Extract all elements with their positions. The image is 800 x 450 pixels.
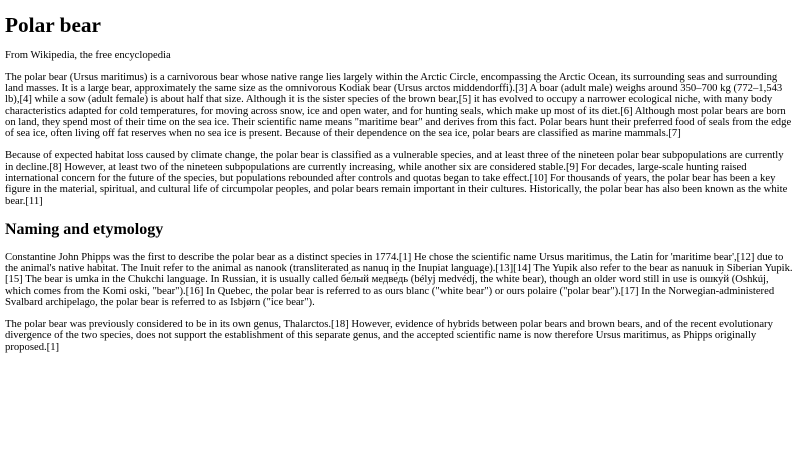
section-heading-naming-and-etymology: Naming and etymology — [5, 220, 164, 238]
site-tagline: From Wikipedia, the free encyclopedia — [5, 50, 171, 61]
intro-paragraph-1: The polar bear (Ursus maritimus) is a carnivorous bear whose native range lies largely within the Arctic Circle, encompassing the Arctic Ocean, its surrounding seas and surrounding land masses. It is a large bear, approximately the same size as the omnivorous Kodiak bear (Ursus arctos middendorffi).[3] A boar (adult male) weighs around 350–700 kg (772–1,543 lb),[4] while a sow (adult female) is about half that size. Although it is the sister species of the brown bear,[5] it has evolved to occupy a narrower ecological niche, with many body characteristics adapted for cold temperatures, for moving across snow, ice and open water, and for hunting seals, which make up most of its diet.[6] Although most polar bears are born on land, they spend most of their time on the sea ice. Their scientific name means "maritime bear" and derives from this fact. Polar bears hunt their preferred food of seals from the edge of sea ice, often living off fat reserves when no sea ice is present. Because of their dependence on the sea ice, polar bears are classified as marine mammals.[7] — [5, 71, 792, 140]
intro-paragraph-2: Because of expected habitat loss caused by climate change, the polar bear is classified as a vulnerable species, and at least three of the nineteen polar bear subpopulations are currently in decline.[8] However, at least two of the nineteen subpopulations are currently increasing, while another six are considered stable.[9] For decades, large-scale hunting raised international concern for the future of the species, but populations rebounded after controls and quotas began to take effect.[10] For thousands of years, the polar bear has been a key figure in the material, spiritual, and cultural life of circumpolar peoples, and polar bears remain important in their cultures. Historically, the polar bear has also been known as the white bear.[11] — [5, 150, 788, 207]
page-title: Polar bear — [5, 13, 102, 37]
naming-paragraph-1: Constantine John Phipps was the first to describe the polar bear as a distinct species in 1774.[1] He chose the scientific name Ursus maritimus, the Latin for 'maritime bear',[12] due to the animal's native habitat. The Inuit refer to the animal as nanook (transliterated as nanuq in the Inupiat language).[13][14] The Yupik also refer to the bear as nanuuk in Siberian Yupik.[15] The bear is umka in the Chukchi language. In Russian, it is usually called бе́лый медве́дь (bélyj medvédj, the white bear), though an older word still in use is ошку́й (Oshkúj, which comes from the Komi oski, "bear").[16] In Quebec, the polar bear is referred to as ours blanc ("white bear") or ours polaire ("polar bear").[17] In the Norwegian-administered Svalbard archipelago, the polar bear is referred to as Isbjørn ("ice bear"). — [5, 251, 793, 308]
naming-paragraph-2: The polar bear was previously considered to be in its own genus, Thalarctos.[18] However, evidence of hybrids between polar bears and brown bears, and of the recent evolutionary divergence of the two species, does not support the establishment of this separate genus, and the accepted scientific name is now therefore Ursus maritimus, as Phipps originally proposed.[1] — [5, 318, 773, 353]
